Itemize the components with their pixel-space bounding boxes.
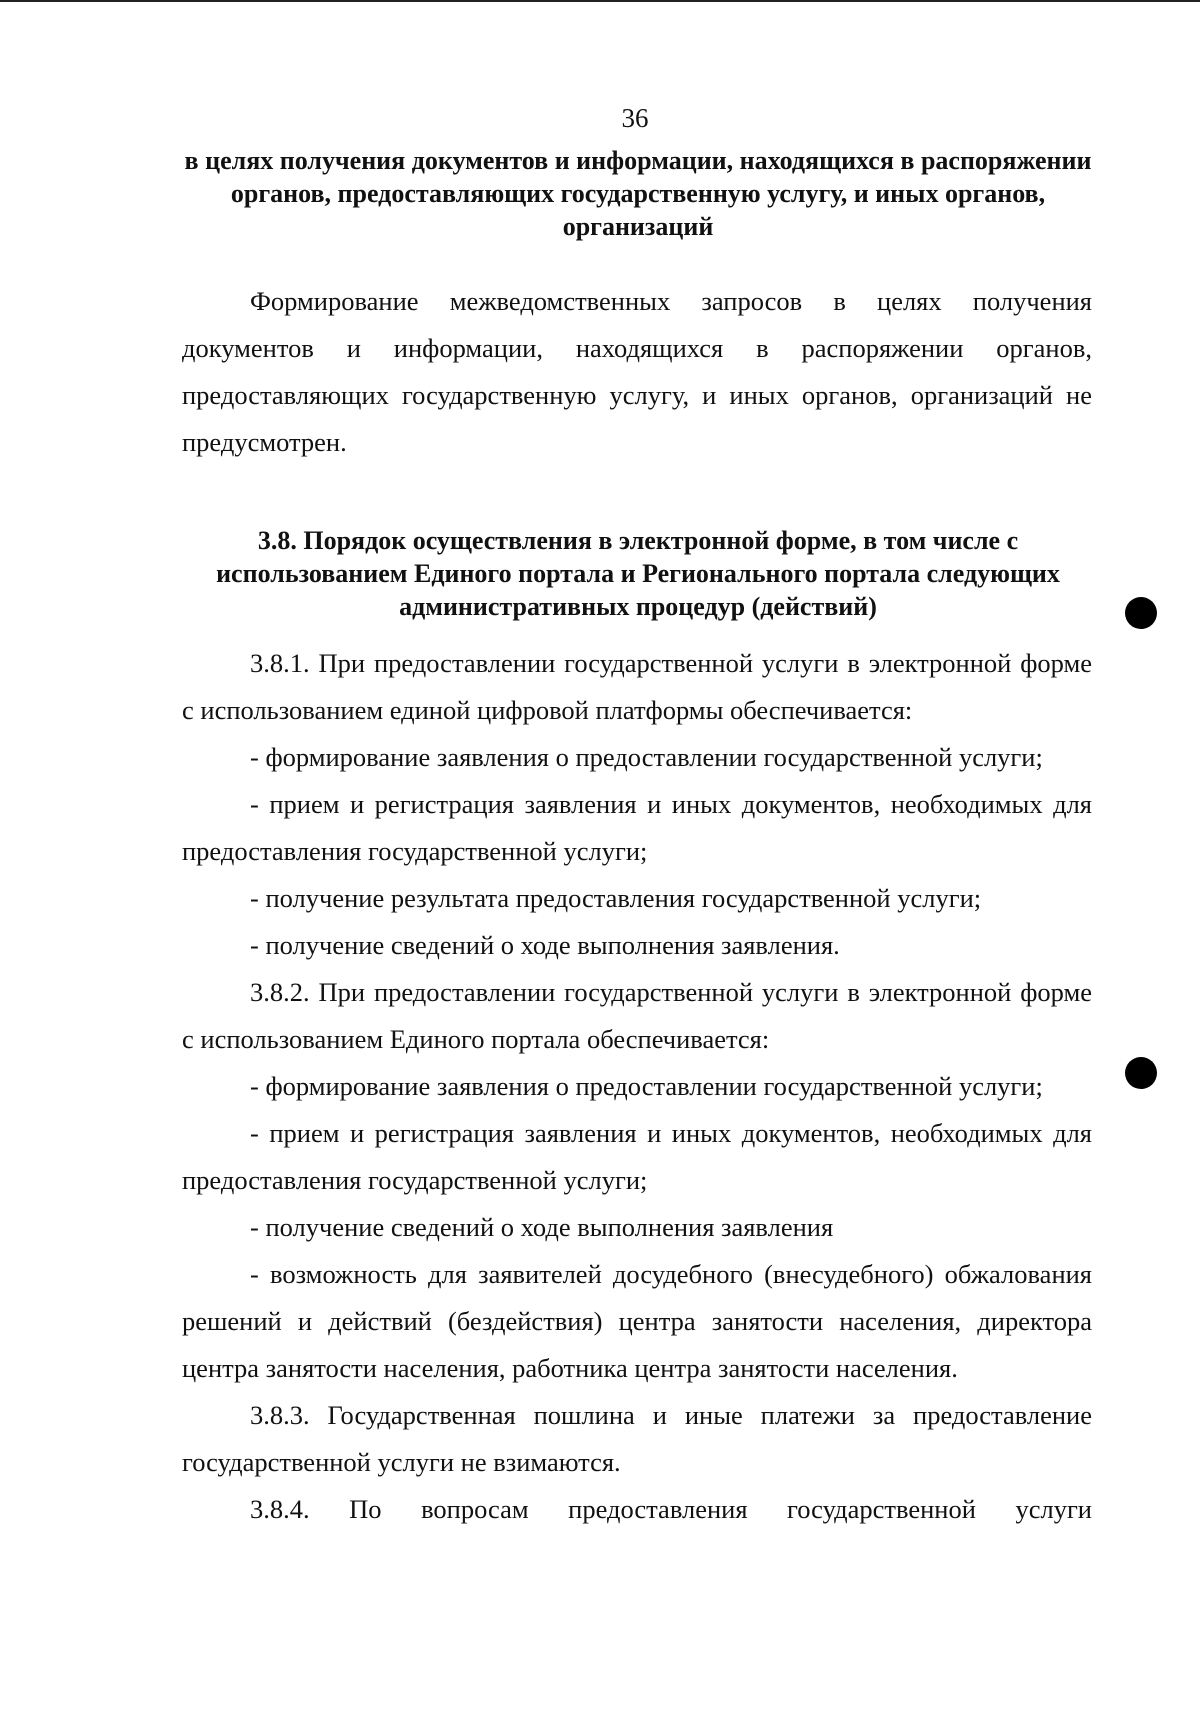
page-top-edge <box>0 0 1200 2</box>
paragraph-3-8-3: 3.8.3. Государственная пошлина и иные платежи за предоставление государственной услуги не взимаются. <box>182 1400 1092 1477</box>
list-item-3-8-2-3: - получение сведений о ходе выполнения заявления <box>250 1212 834 1242</box>
paragraph-3-8-4: 3.8.4. По вопросам предоставления государственной услуги <box>250 1494 1092 1524</box>
list-item-3-8-1-2: - прием и регистрация заявления и иных документов, необходимых для предоставления государственной услуги; <box>182 789 1092 866</box>
list-item-3-8-1-3: - получение результата предоставления государственной услуги; <box>250 883 982 913</box>
list-item-3-8-2-2: - прием и регистрация заявления и иных документов, необходимых для предоставления государственной услуги; <box>182 1118 1092 1195</box>
paragraph-interagency-requests: Формирование межведомственных запросов в целях получения документов и информации, находящихся в распоряжении органов, предоставляющих государственную услугу, и иных органов, организаций не предусмотрен. <box>182 286 1092 457</box>
section-heading-3-8: 3.8. Порядок осуществления в электронной форме, в том числе с использованием Единого портала и Регионального портала следующих административных процедур (действий) <box>216 526 1060 621</box>
list-item-3-8-2-4: - возможность для заявителей досудебного (внесудебного) обжалования решений и действий (бездействия) центра занятости населения, директора центра занятости населения, работника центра занятости населения. <box>182 1259 1092 1383</box>
list-item-3-8-2-1: - формирование заявления о предоставлении государственной услуги; <box>250 1071 1043 1101</box>
paragraph-3-8-1: 3.8.1. При предоставлении государственной услуги в электронной форме с использованием единой цифровой платформы обеспечивается: <box>182 648 1092 725</box>
list-item-3-8-1-4: - получение сведений о ходе выполнения заявления. <box>250 930 840 960</box>
paragraph-3-8-2: 3.8.2. При предоставлении государственной услуги в электронной форме с использованием Единого портала обеспечивается: <box>182 977 1092 1054</box>
page-number: 36 <box>621 103 649 133</box>
list-item-3-8-1-1: - формирование заявления о предоставлении государственной услуги; <box>250 742 1043 772</box>
section-heading-interagency: в целях получения документов и информации, находящихся в распоряжении органов, предоставляющих государственную услугу, и иных органов, организаций <box>184 146 1092 241</box>
punch-hole-mark <box>1125 597 1157 629</box>
punch-hole-mark <box>1125 1057 1157 1089</box>
